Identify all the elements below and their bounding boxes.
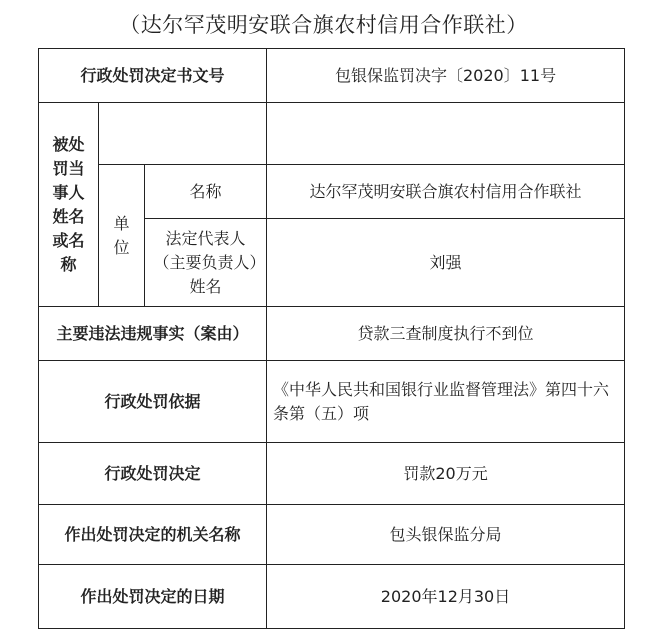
decision-value: 罚款20万元 [267,443,625,505]
party-label: 被处罚当事人姓名或名称 [52,134,85,274]
penalty-table [38,48,625,629]
row-date [39,565,625,629]
facts-value: 贷款三查制度执行不到位 [267,307,625,361]
unit-label: 单位 [113,213,130,257]
date-value: 2020年12月30日 [267,565,625,629]
document-title: （达尔罕茂明安联合旗农村信用合作联社） [119,13,528,37]
row-basis [39,361,625,443]
facts-label: 主要违法违规事实（案由） [39,307,267,361]
authority-label: 作出处罚决定的机关名称 [39,505,267,565]
decision-label: 行政处罚决定 [39,443,267,505]
rep-label: 法定代表人（主要负责人）姓名 [145,219,267,307]
party-blank-cell-right [267,103,625,165]
name-value: 达尔罕茂明安联合旗农村信用合作联社 [267,165,625,219]
rep-value: 刘强 [267,219,625,307]
row-decision-no [39,49,625,103]
date-label: 作出处罚决定的日期 [39,565,267,629]
row-facts [39,307,625,361]
decision-no-label: 行政处罚决定书文号 [39,49,267,103]
row-decision [39,443,625,505]
row-authority [39,505,625,565]
unit-label-cell [99,165,145,307]
row-party-name [39,165,625,219]
basis-label: 行政处罚依据 [39,361,267,443]
decision-no-value: 包银保监罚决字〔2020〕11号 [267,49,625,103]
party-label-cell [39,103,99,307]
name-label: 名称 [145,165,267,219]
party-blank-cell-left [99,103,267,165]
row-party-blank [39,103,625,165]
basis-value: 《中华人民共和国银行业监督管理法》第四十六条第（五）项 [267,361,625,443]
authority-value: 包头银保监分局 [267,505,625,565]
